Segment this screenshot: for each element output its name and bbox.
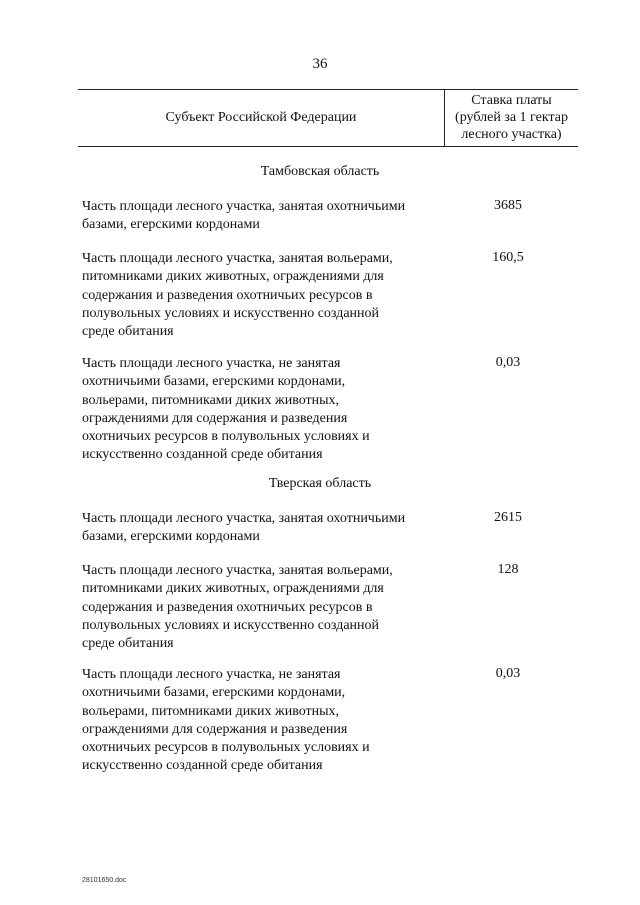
row-description: Часть площади лесного участка, занятая охотничьими базами, егерскими кордонами: [82, 511, 406, 545]
row-rate-value: 160,5: [492, 250, 524, 265]
page-number: 36: [312, 56, 328, 72]
table-header: [78, 89, 578, 147]
row-rate-value: 128: [497, 562, 519, 577]
region-title-tambov: Тамбовская область: [260, 164, 380, 179]
header-rate: Ставка платы (рублей за 1 гектар лесного участка): [455, 93, 568, 142]
row-rate-value: 0,03: [495, 355, 521, 370]
row-rate-value: 2615: [494, 510, 522, 525]
row-description: Часть площади лесного участка, занятая охотничьими базами, егерскими кордонами: [82, 199, 406, 233]
row-description: Часть площади лесного участка, занятая вольерами, питомниками диких животных, ограждениями для содержания и разведения охотничьих ресурсов в полувольных условиях и искусственно созданной среде обитания: [82, 251, 393, 340]
row-rate-value: 0,03: [495, 666, 521, 681]
row-description: Часть площади лесного участка, не занятая охотничьими базами, егерскими кордонами, вольерами, питомниками диких животных, ограждениями для содержания и разведения охотничьих ресурсов в полувольных условиях и искусственно созданной среде обитания: [82, 356, 370, 463]
row-rate-value: 3685: [494, 198, 522, 213]
row-description: Часть площади лесного участка, занятая вольерами, питомниками диких животных, ограждениями для содержания и разведения охотничьих ресурсов в полувольных условиях и искусственно созданной среде обитания: [82, 563, 393, 652]
region-title-tver: Тверская область: [268, 476, 372, 491]
document-filename: 28101650.doc: [82, 877, 127, 884]
header-subject: Субъект Российской Федерации: [165, 110, 357, 125]
row-description: Часть площади лесного участка, не занятая охотничьими базами, егерскими кордонами, вольерами, питомниками диких животных, ограждениями для содержания и разведения охотничьих ресурсов в полувольных условиях и искусственно созданной среде обитания: [82, 667, 370, 774]
